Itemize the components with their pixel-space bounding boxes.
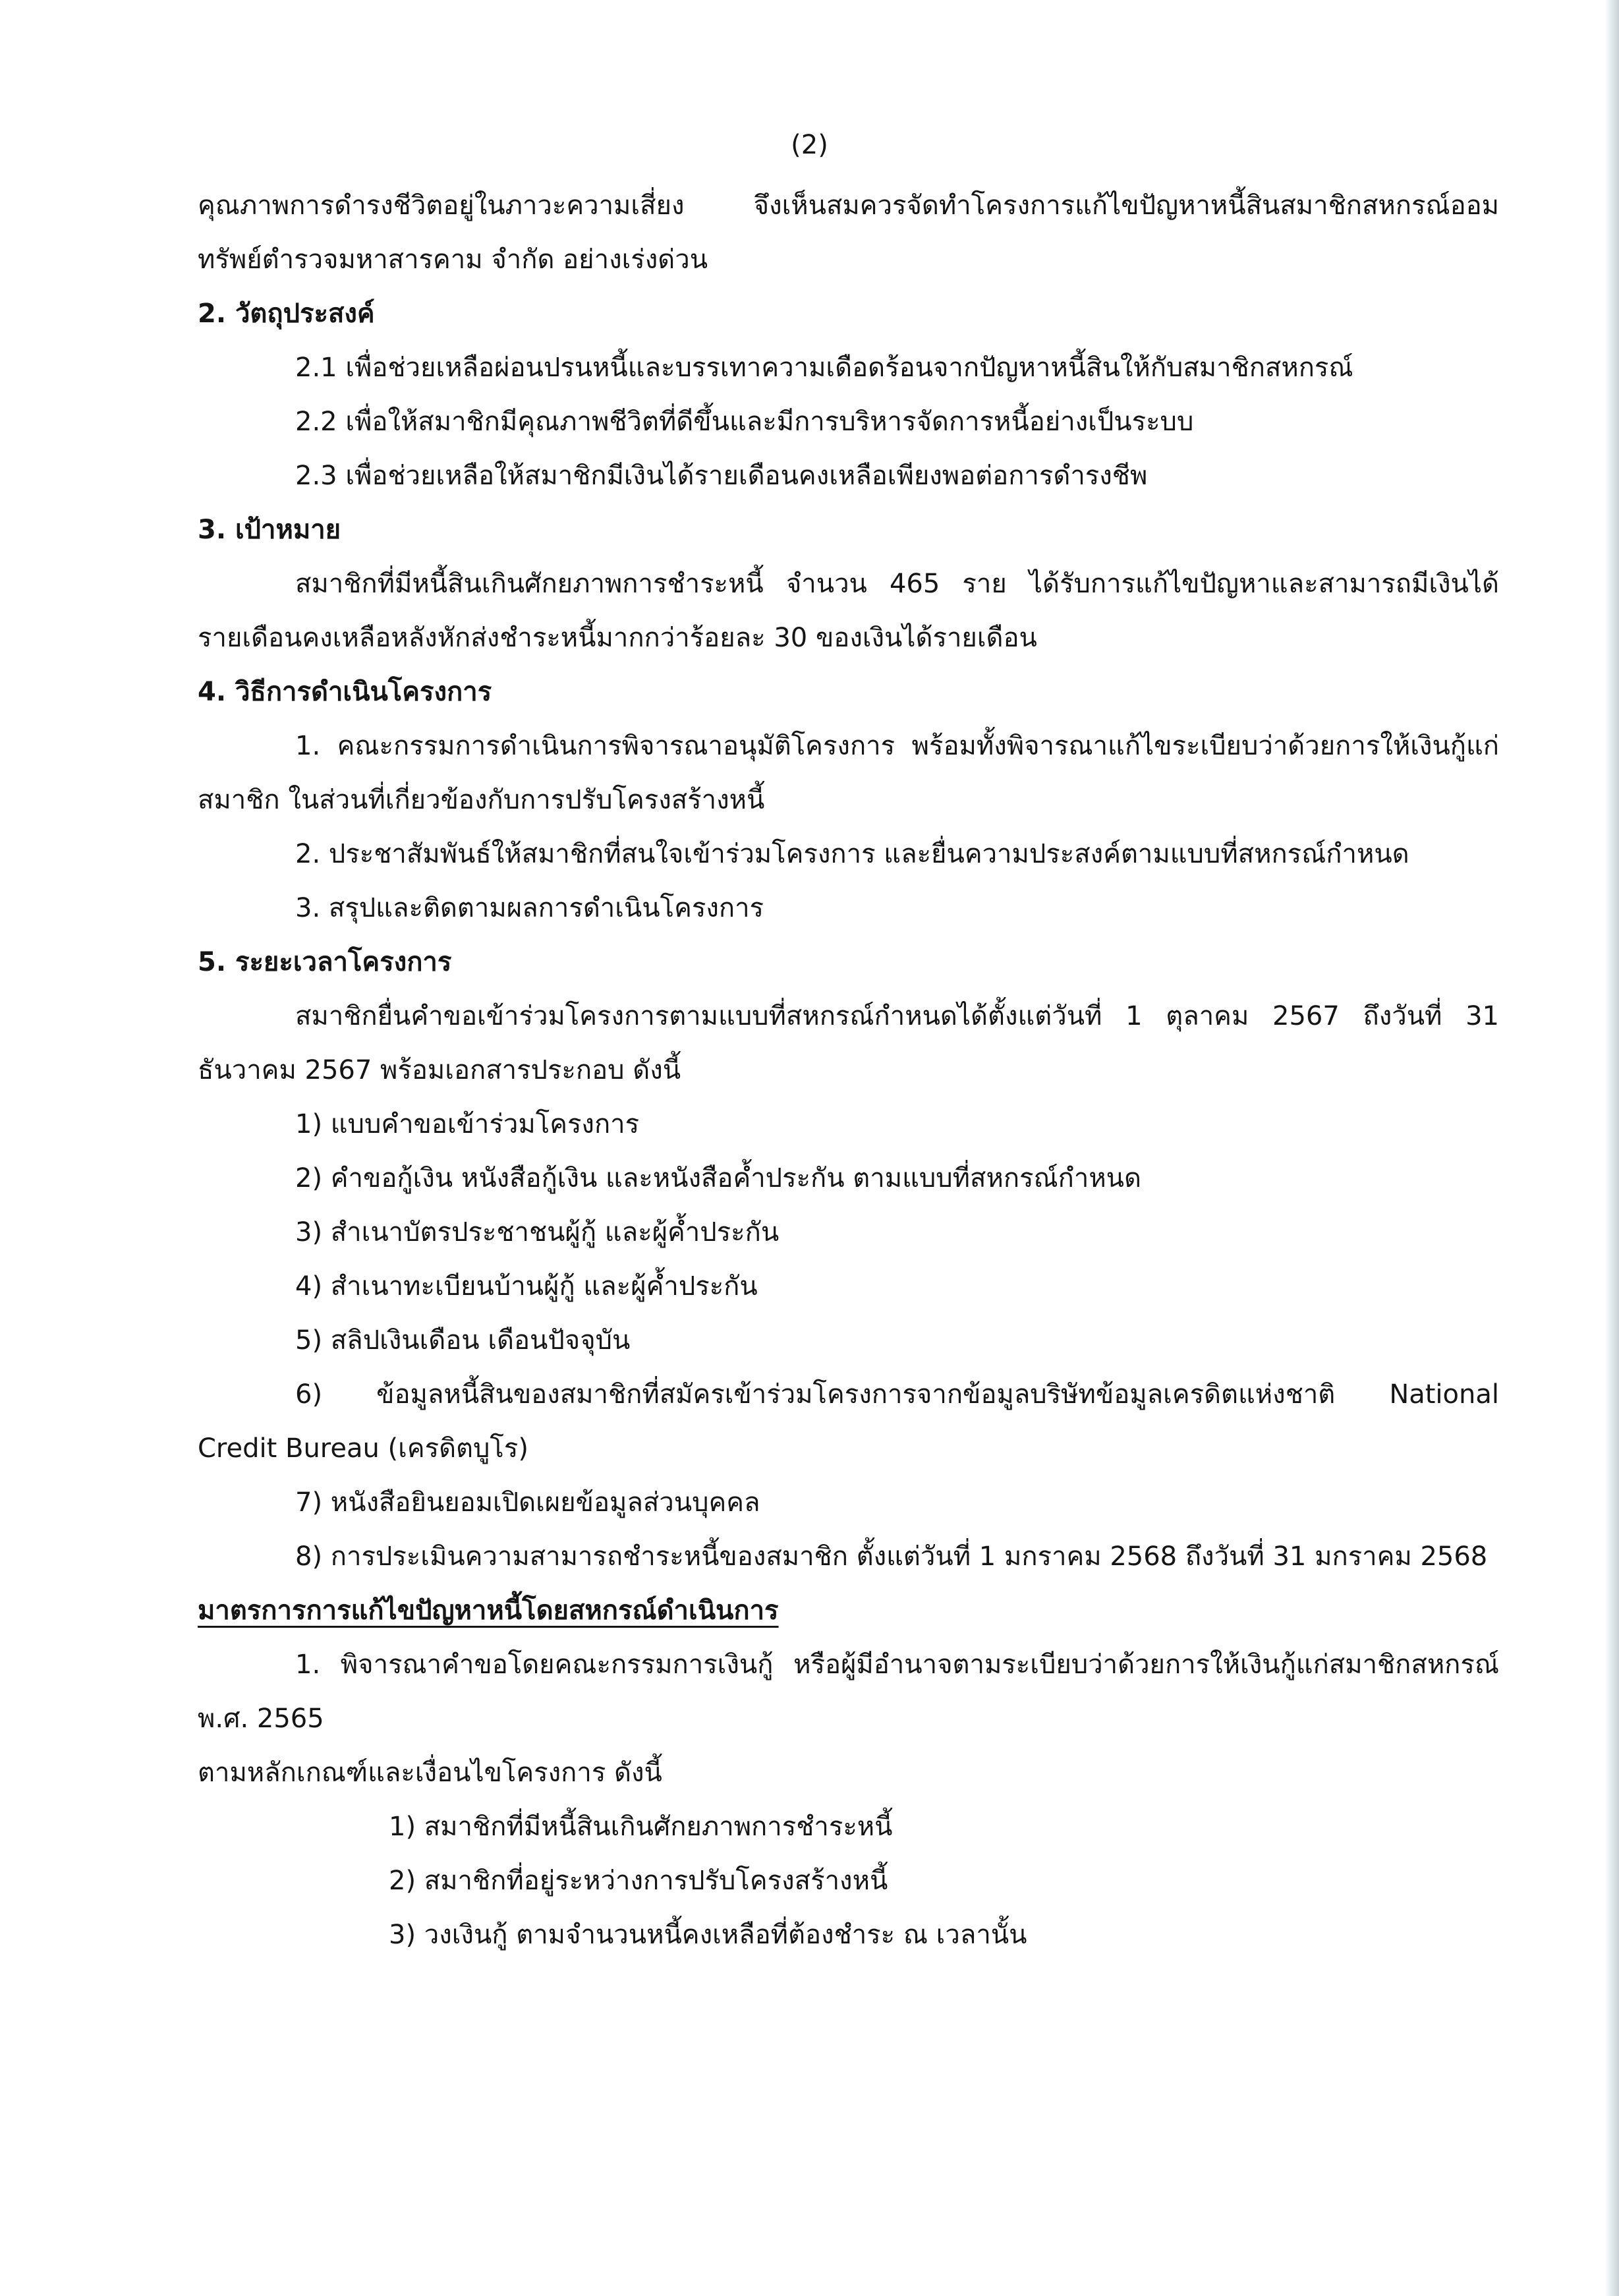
measure-1-line-2: พ.ศ. 2565 [198,1704,324,1734]
measures-heading: มาตรการการแก้ไขปัญหาหนี้โดยสหกรณ์ดำเนินการ [198,1595,779,1626]
criteria-item-1: 1) สมาชิกที่มีหนี้สินเกินศักยภาพการชำระหนี้ [389,1812,893,1842]
doc-item-6-line-2: Credit Bureau (เครดิตบูโร) [198,1433,528,1464]
period-line-1: สมาชิกยื่นคำขอเข้าร่วมโครงการตามแบบที่สหกรณ์กำหนดได้ตั้งแต่วันที่ 1 ตุลาคม 2567 ถึงวันที่ 31 [295,1001,1499,1031]
method-1-line-2: สมาชิก ในส่วนที่เกี่ยวข้องกับการปรับโครงสร้างหนี้ [198,785,765,815]
target-line-1: สมาชิกที่มีหนี้สินเกินศักยภาพการชำระหนี้ จำนวน 465 ราย ได้รับการแก้ไขปัญหาและสามารถมีเงินได้ [295,569,1499,599]
criteria-item-2: 2) สมาชิกที่อยู่ระหว่างการปรับโครงสร้างหนี้ [389,1866,888,1896]
doc-item-1: 1) แบบคำขอเข้าร่วมโครงการ [295,1109,640,1139]
method-3: 3. สรุปและติดตามผลการดำเนินโครงการ [295,893,764,923]
doc-item-6-line-1: 6) ข้อมูลหนี้สินของสมาชิกที่สมัครเข้าร่วมโครงการจากข้อมูลบริษัทข้อมูลเครดิตแห่งชาติ National [295,1379,1499,1410]
doc-item-3: 3) สำเนาบัตรประชาชนผู้กู้ และผู้ค้ำประกัน [295,1217,780,1248]
section-5-heading: 5. ระยะเวลาโครงการ [198,947,452,977]
intro-line-1: คุณภาพการดำรงชีวิตอยู่ในภาวะความเสี่ยง จึงเห็นสมควรจัดทำโครงการแก้ไขปัญหาหนี้สินสมาชิกสหกรณ์ออม [198,190,1499,221]
objective-2-1: 2.1 เพื่อช่วยเหลือผ่อนปรนหนี้และบรรเทาความเดือดร้อนจากปัญหาหนี้สินให้กับสมาชิกสหกรณ์ [295,353,1353,383]
page-number: (2) [791,130,828,160]
measure-1-line-1: 1. พิจารณาคำขอโดยคณะกรรมการเงินกู้ หรือผู้มีอำนาจตามระเบียบว่าด้วยการให้เงินกู้แก่สมาชิกสหกรณ์ [295,1650,1499,1680]
method-1-line-1: 1. คณะกรรมการดำเนินการพิจารณาอนุมัติโครงการ พร้อมทั้งพิจารณาแก้ไขระเบียบว่าด้วยการให้เงินกู้แก่ [295,731,1499,761]
doc-item-8: 8) การประเมินความสามารถชำระหนี้ของสมาชิก ตั้งแต่วันที่ 1 มกราคม 2568 ถึงวันที่ 31 มกราคม 2568 [295,1541,1488,1572]
doc-item-7: 7) หนังสือยินยอมเปิดเผยข้อมูลส่วนบุคคล [295,1487,760,1518]
measure-1-line-3: ตามหลักเกณฑ์และเงื่อนไขโครงการ ดังนี้ [198,1758,662,1788]
objective-2-2: 2.2 เพื่อให้สมาชิกมีคุณภาพชีวิตที่ดีขึ้นและมีการบริหารจัดการหนี้อย่างเป็นระบบ [295,407,1194,437]
intro-line-2: ทรัพย์ตำรวจมหาสารคาม จำกัด อย่างเร่งด่วน [198,244,708,275]
scan-edge-shadow [1605,0,1619,2296]
target-line-2: รายเดือนคงเหลือหลังหักส่งชำระหนี้มากกว่าร้อยละ 30 ของเงินได้รายเดือน [198,623,1037,653]
objective-2-3: 2.3 เพื่อช่วยเหลือให้สมาชิกมีเงินได้รายเดือนคงเหลือเพียงพอต่อการดำรงชีพ [295,461,1148,491]
criteria-item-3: 3) วงเงินกู้ ตามจำนวนหนี้คงเหลือที่ต้องชำระ ณ เวลานั้น [389,1920,1027,1950]
doc-item-5: 5) สลิปเงินเดือน เดือนปัจจุบัน [295,1325,631,1356]
section-2-heading: 2. วัตถุประสงค์ [198,299,375,329]
section-4-heading: 4. วิธีการดำเนินโครงการ [198,677,492,707]
doc-item-2: 2) คำขอกู้เงิน หนังสือกู้เงิน และหนังสือค้ำประกัน ตามแบบที่สหกรณ์กำหนด [295,1163,1142,1193]
section-3-heading: 3. เป้าหมาย [198,515,341,545]
period-line-2: ธันวาคม 2567 พร้อมเอกสารประกอบ ดังนี้ [198,1055,681,1085]
method-2: 2. ประชาสัมพันธ์ให้สมาชิกที่สนใจเข้าร่วมโครงการ และยื่นความประสงค์ตามแบบที่สหกรณ์กำหนด [295,839,1409,869]
doc-item-4: 4) สำเนาทะเบียนบ้านผู้กู้ และผู้ค้ำประกัน [295,1271,758,1302]
